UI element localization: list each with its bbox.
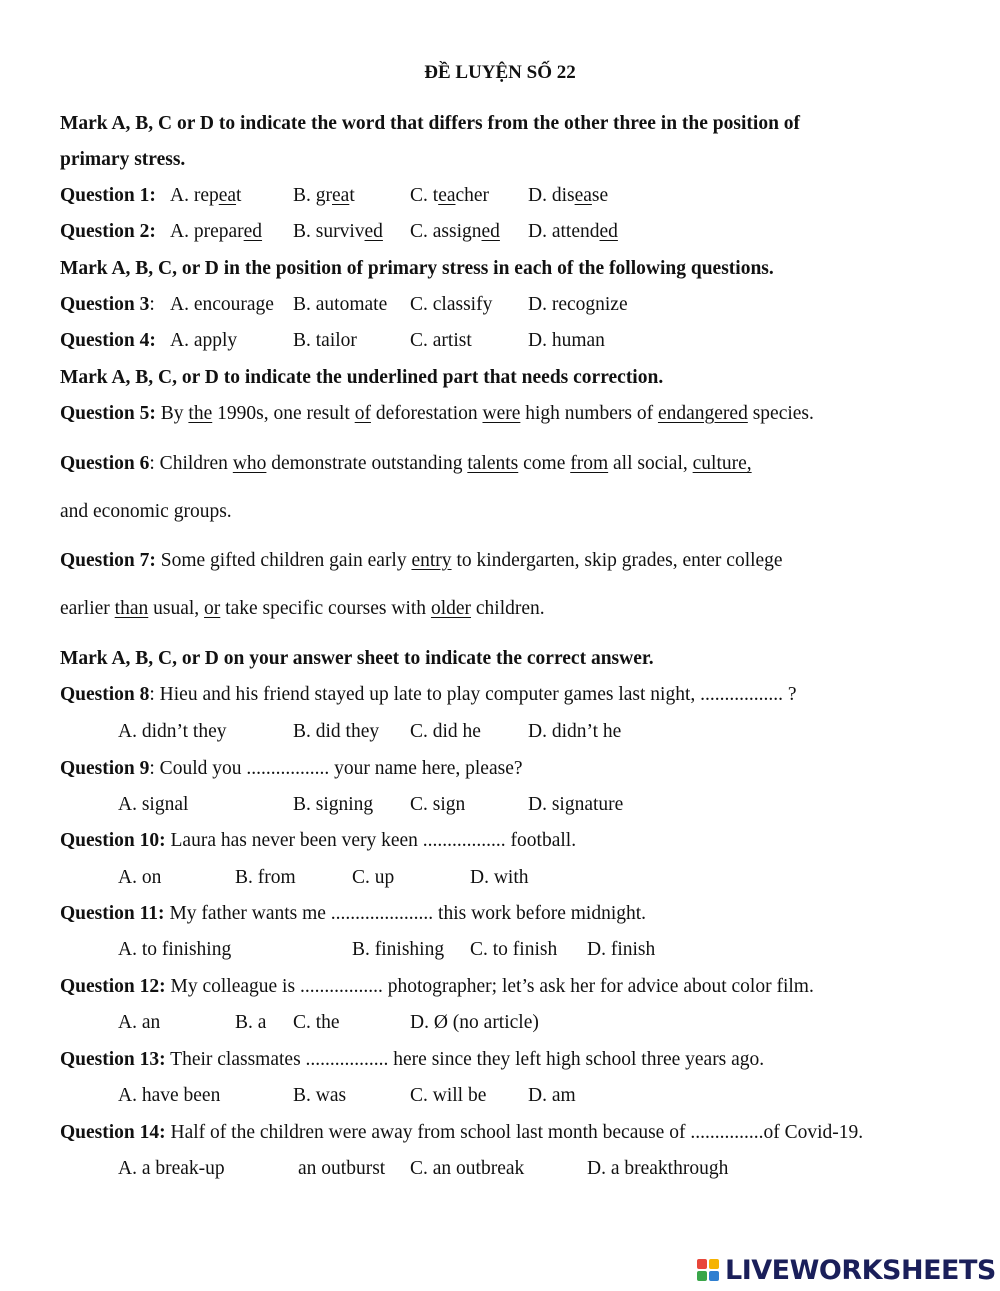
option-c: C. classify [410, 294, 493, 315]
option-a: A. signal [118, 794, 189, 815]
question-label: Question 10: [60, 830, 166, 851]
question-label: Question 14: [60, 1122, 166, 1143]
option-d: D. attended [528, 221, 618, 242]
question-11: Question 11: My father wants me ..................... this work before midnight. [60, 903, 647, 924]
logo-blocks-icon [697, 1259, 719, 1281]
option-b: B. signing [293, 794, 374, 815]
underlined-part: talents [467, 453, 519, 474]
underlined-part: entry [411, 550, 452, 571]
underlined-part: endangered [657, 403, 748, 424]
option-c: C. did he [410, 721, 481, 742]
underlined-part: older [430, 598, 472, 619]
option-c: C. an outbreak [410, 1158, 525, 1179]
underlined-part: who [232, 453, 267, 474]
section-instruction-1-cont: primary stress. [60, 149, 186, 170]
option-a: A. an [118, 1012, 161, 1033]
option-a: A. on [118, 867, 162, 888]
question-label: Question 13: [60, 1049, 166, 1070]
underlined-part: than [114, 598, 149, 619]
section-instruction-4: Mark A, B, C, or D on your answer sheet to indicate the correct answer. [60, 648, 654, 669]
question-7-cont: earlier than usual, or take specific courses with older children. [60, 598, 545, 619]
option-b: B. a [235, 1012, 267, 1033]
option-a: A. a break-up [118, 1158, 225, 1179]
section-instruction-3: Mark A, B, C, or D to indicate the underlined part that needs correction. [60, 367, 664, 388]
underlined-part: or [204, 598, 221, 619]
question-12: Question 12: My colleague is ................. photographer; let’s ask her for advice about color film. [60, 976, 814, 997]
question-3: Question 3: A. encourage B. automate C. classify D. recognize [60, 294, 628, 315]
option-c: C. sign [410, 794, 466, 815]
option-d: D. Ø (no article) [410, 1012, 539, 1033]
question-6: Question 6: Children who demonstrate outstanding talents come from all social, culture, [60, 453, 752, 474]
question-label: Question 8 [60, 684, 150, 705]
question-label: Question 1: [60, 185, 156, 206]
option-a: A. repeat [170, 185, 242, 206]
question-label: Question 12: [60, 976, 166, 997]
option-a: A. to finishing [118, 939, 232, 960]
underlined-part: were [482, 403, 521, 424]
question-label: Question 4: [60, 330, 156, 351]
option-d: D. signature [528, 794, 624, 815]
option-c: C. teacher [410, 185, 490, 206]
logo-text: LIVEWORKSHEETS [725, 1254, 996, 1286]
question-10: Question 10: Laura has never been very keen ................. football. [60, 830, 577, 851]
option-b: B. tailor [293, 330, 357, 351]
option-a: A. encourage [170, 294, 274, 315]
liveworksheets-logo[interactable] [697, 1253, 996, 1287]
underlined-part: from [570, 453, 609, 474]
question-6-cont: and economic groups. [60, 501, 232, 522]
option-b: B. automate [293, 294, 388, 315]
question-2 [60, 221, 618, 242]
question-8: Question 8: Hieu and his friend stayed up late to play computer games last night, ................. ? [60, 684, 797, 705]
option-d: D. human [528, 330, 605, 351]
option-b: B. from [235, 867, 296, 888]
question-13: Question 13: Their classmates ................. here since they left high school three years ago. [60, 1049, 765, 1070]
page-title: ĐỀ LUYỆN SỐ 22 [424, 62, 576, 83]
question-1 [60, 185, 609, 206]
section-instruction-2: Mark A, B, C, or D in the position of primary stress in each of the following questions. [60, 258, 774, 279]
option-c: C. up [352, 867, 395, 888]
option-a: A. prepared [170, 221, 263, 242]
question-label: Question 3 [60, 294, 150, 315]
question-label: Question 11: [60, 903, 165, 924]
option-b: an outburst [298, 1158, 386, 1179]
option-c: C. artist [410, 330, 472, 351]
question-5: Question 5: By the 1990s, one result of deforestation were high numbers of endangered species. [60, 403, 814, 424]
option-d: D. finish [587, 939, 656, 960]
option-d: D. am [528, 1085, 576, 1106]
option-c: C. the [293, 1012, 340, 1033]
option-c: C. will be [410, 1085, 487, 1106]
question-label: Question 9 [60, 758, 150, 779]
option-d: D. a breakthrough [587, 1158, 729, 1179]
option-b: B. survived [293, 221, 383, 242]
option-b: B. finishing [352, 939, 445, 960]
question-label: Question 7: [60, 550, 156, 571]
option-a: A. didn’t they [118, 721, 227, 742]
option-c: C. to finish [470, 939, 558, 960]
option-b: B. great [293, 185, 355, 206]
option-a: A. have been [118, 1085, 221, 1106]
section-instruction-1: Mark A, B, C or D to indicate the word that differs from the other three in the position of [60, 113, 801, 134]
option-b: B. did they [293, 721, 380, 742]
question-9: Question 9: Could you ................. your name here, please? [60, 758, 523, 779]
option-d: D. with [470, 867, 529, 888]
option-c: C. assigned [410, 221, 500, 242]
underlined-part: the [188, 403, 213, 424]
option-b: B. was [293, 1085, 347, 1106]
question-14: Question 14: Half of the children were away from school last month because of ...............of Covid-19. [60, 1122, 864, 1143]
question-4 [60, 330, 605, 351]
option-d: D. recognize [528, 294, 628, 315]
question-label: Question 5: [60, 403, 156, 424]
question-label: Question 6 [60, 453, 150, 474]
question-label: Question 2: [60, 221, 156, 242]
option-d: D. disease [528, 185, 609, 206]
option-a: A. apply [170, 330, 238, 351]
underlined-part: culture, [692, 453, 752, 474]
underlined-part: of [354, 403, 371, 424]
question-7: Question 7: Some gifted children gain early entry to kindergarten, skip grades, enter college [60, 550, 783, 571]
option-d: D. didn’t he [528, 721, 622, 742]
